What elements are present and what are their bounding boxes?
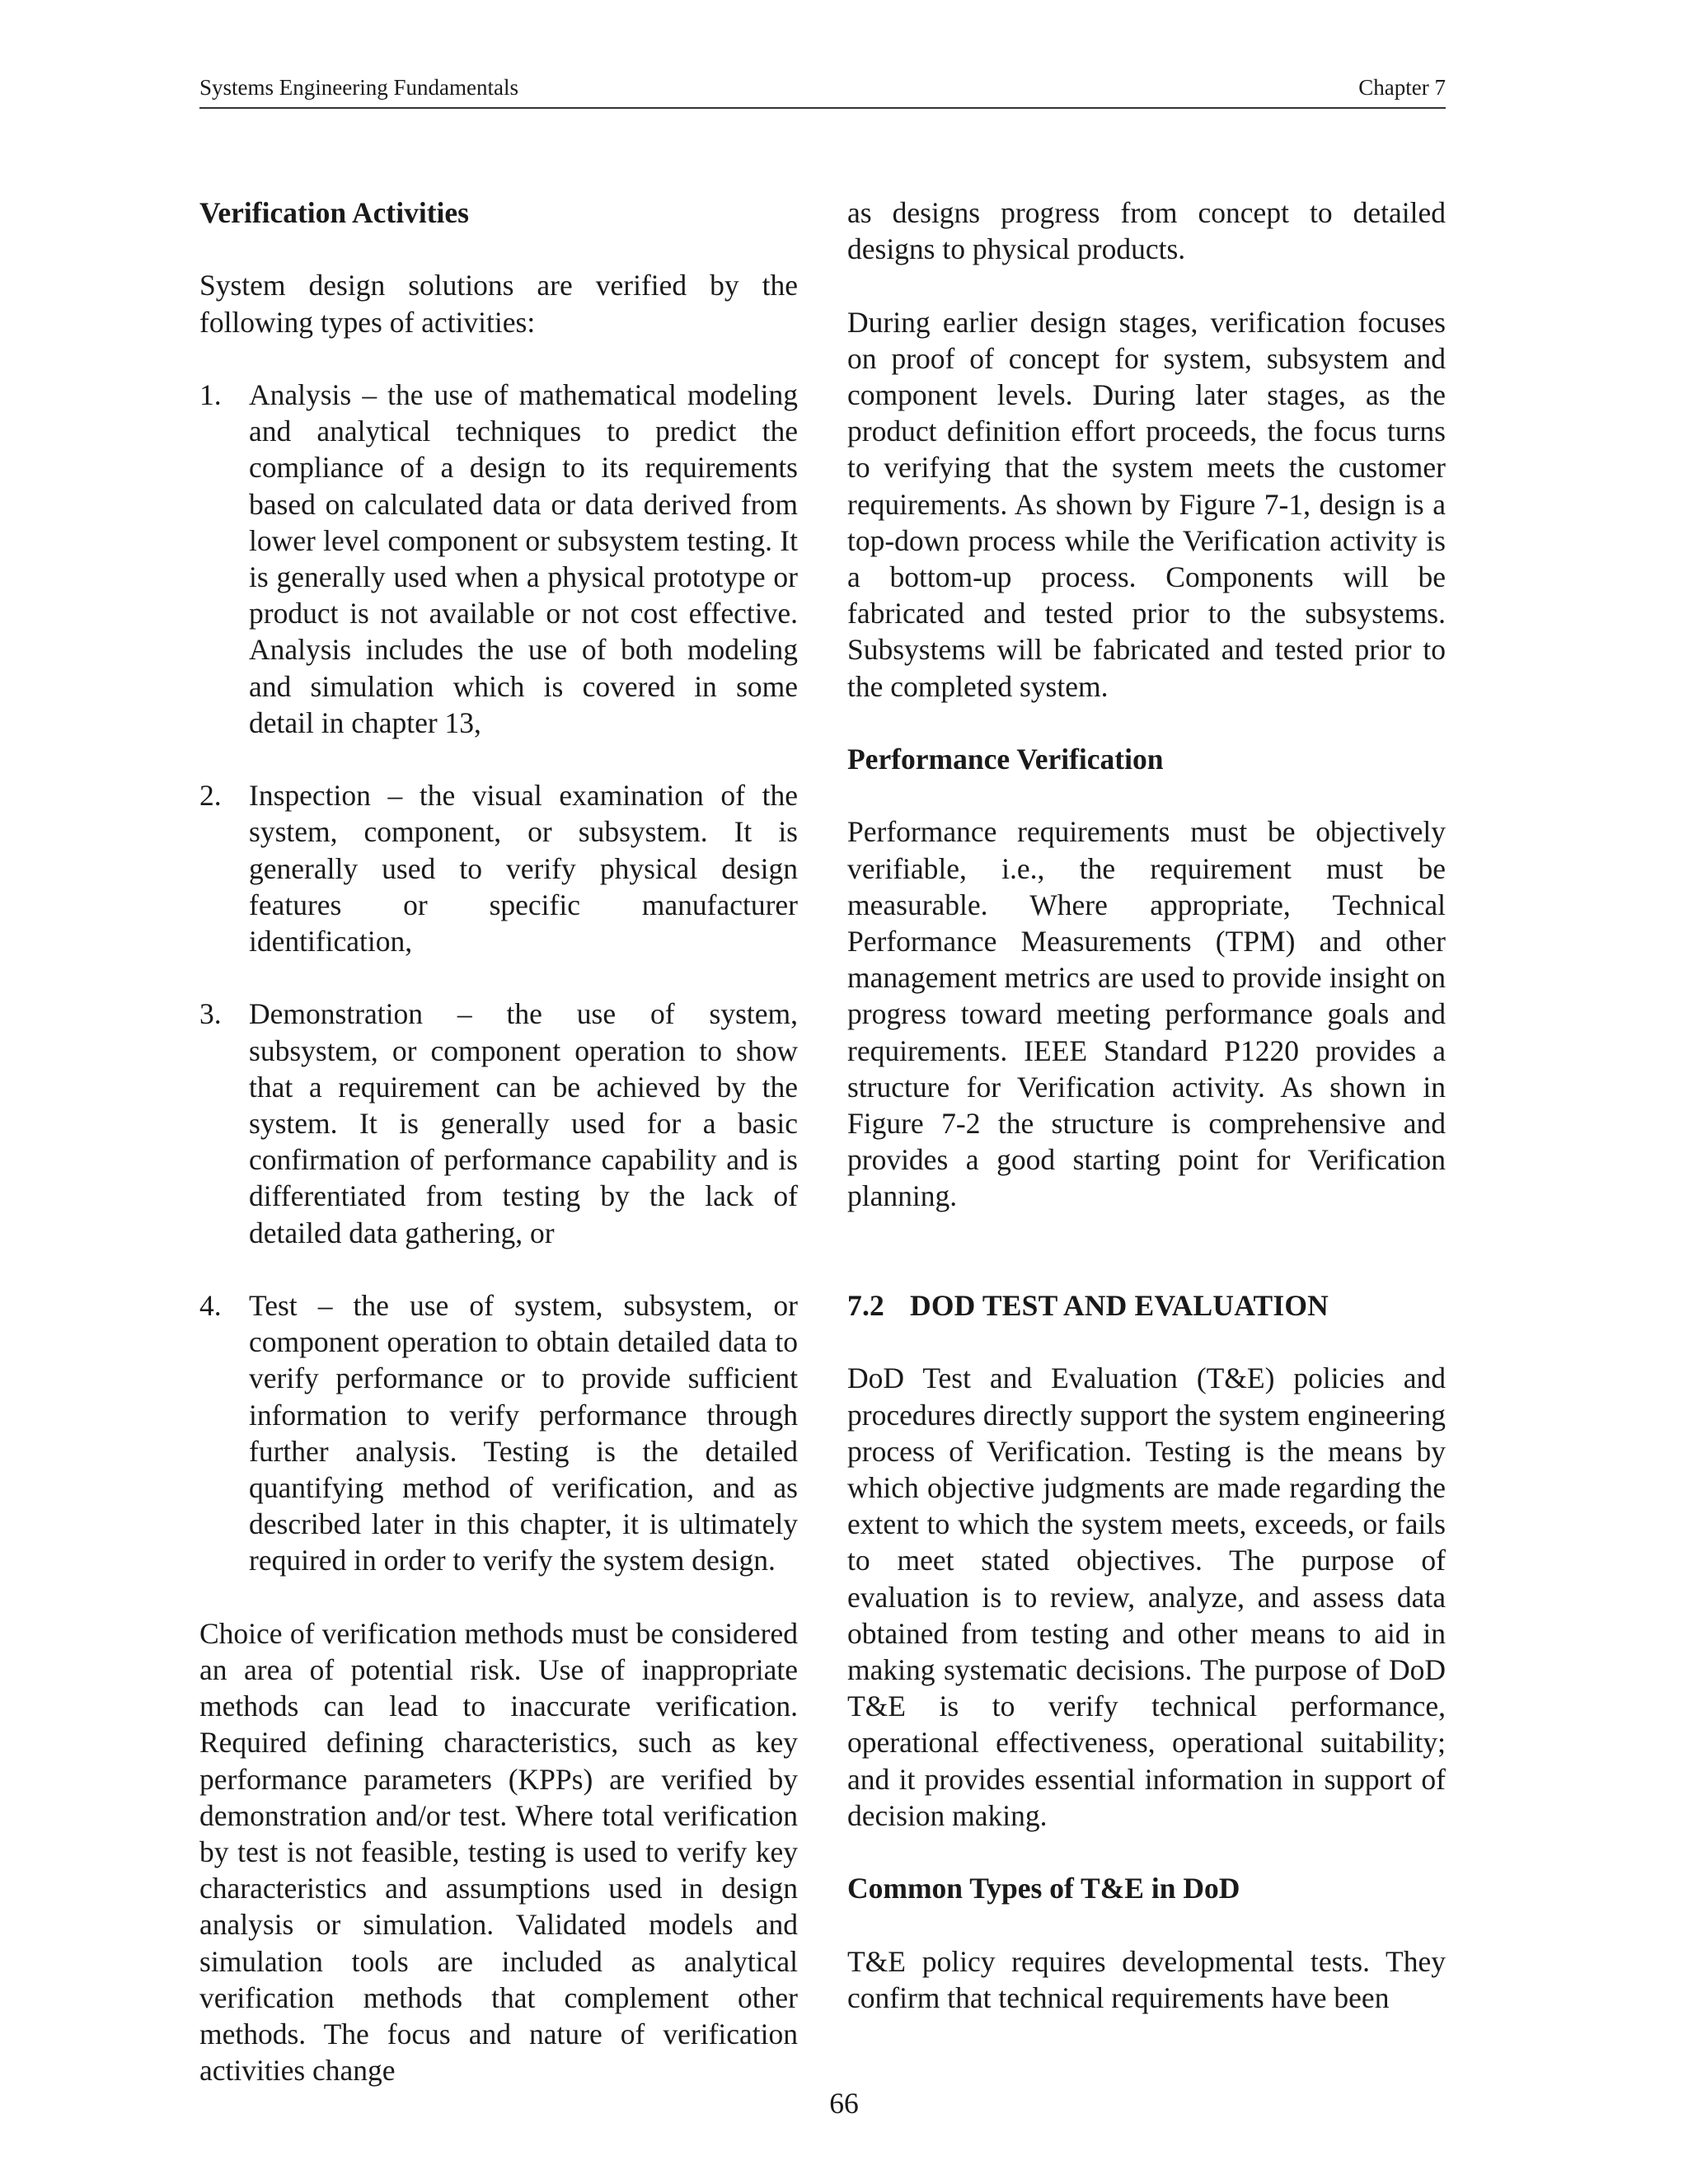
list-item-text: Analysis – the use of mathematical modeling and analytical techniques to predict the compliance of a design to its requirements based on calculated data or data derived from lower level component or subsystem testing. It is generally used when a physical prototype or product is not available or not cost effective. Analysis includes the use of both modeling and simulation which is covered in some detail in chapter 13, (249, 377, 798, 739)
list-marker: 2. (199, 779, 222, 813)
right-column (847, 194, 1446, 2052)
continuation-paragraph: as designs progress from concept to detailed designs to physical products. (847, 196, 1446, 266)
running-header (199, 71, 1446, 109)
page-number: 66 (829, 2087, 859, 2120)
test-evaluation-paragraph: DoD Test and Evaluation (T&E) policies and procedures directly support the system engineering process of Verification. Testing is the means by which objective judgments are made regarding the extent to which the system meets, exceeds, or fails to meet stated objectives. The purpose of evaluation is to review, analyze, and assess data obtained from testing and other means to aid in making systematic decisions. The purpose of DoD T&E is to verify technical performance, operational effectiveness, operational suitability; and it provides essential information in support of decision making. (847, 1361, 1446, 1832)
list-item-text: Demonstration – the use of system, subsystem, or component operation to show that a requirement can be achieved by the system. It is generally used for a basic confirmation of performance capability and is differentiated from testing by the lack of detailed data gathering, or (249, 997, 798, 1249)
left-column (199, 194, 798, 2125)
performance-paragraph: Performance requirements must be objectively verifiable, i.e., the requirement must be measurable. Where appropriate, Technical Performance Measurements (TPM) and other management metrics are used to provide insight on progress toward meeting performance goals and requirements. IEEE Standard P1220 provides a structure for Verification activity. As shown in Figure 7-2 the structure is comprehensive and provides a good starting point for Verification planning. (847, 815, 1446, 1213)
developmental-tests-paragraph: T&E policy requires developmental tests. They confirm that technical requirements have been (847, 1944, 1446, 2014)
section-title: DOD TEST AND EVALUATION (910, 1289, 1329, 1323)
list-item-demonstration (199, 996, 798, 1250)
book-title: Systems Engineering Fundamentals (199, 75, 518, 100)
chapter-label: Chapter 7 (1358, 75, 1446, 100)
list-item-text: Test – the use of system, subsystem, or component operation to obtain detailed data to verify performance or to provide sufficient information to verify performance through further analysis. Testing is the detailed quantifying method of verification, and as described later in this chapter, it is ultimately required in order to verify the system design. (249, 1289, 798, 1577)
list-item-analysis (199, 377, 798, 741)
section-number: 7.2 (847, 1289, 884, 1323)
performance-verification-heading: Performance Verification (847, 743, 1164, 776)
list-marker: 1. (199, 377, 222, 411)
list-item-test (199, 1287, 798, 1579)
common-types-heading: Common Types of T&E in DoD (847, 1872, 1240, 1905)
verification-activities-heading: Verification Activities (199, 196, 469, 229)
design-stages-paragraph: During earlier design stages, verification focuses on proof of concept for system, subsystem and component levels. During later stages, as the product definition effort proceeds, the focus turns to verifying that the system meets the customer requirements. As shown by Figure 7-1, design is a top-down process while the Verification activity is a bottom-up process. Components will be fabricated and tested prior to the subsystems. Subsystems will be fabricated and tested prior to the completed system. (847, 305, 1446, 703)
list-item-text: Inspection – the visual examination of the system, component, or subsystem. It is generally used to verify physical design features or specific manufacturer identification, (249, 779, 798, 958)
section-heading (847, 1287, 1446, 1324)
section-gap (847, 1251, 1446, 1287)
intro-paragraph: System design solutions are verified by the following types of activities: (199, 269, 798, 339)
list-marker: 3. (199, 997, 222, 1031)
choice-of-methods-paragraph: Choice of verification methods must be considered an area of potential risk. Use of inappropriate methods can lead to inaccurate verification. Required defining characteristics, such as key performance parameters (KPPs) are verified by demonstration and/or test. Where total verification by test is not feasible, testing is used to verify key characteristics and assumptions used in design analysis or simulation. Validated models and simulation tools are included as analytical verification methods that complement other methods. The focus and nature of verification activities change (199, 1616, 798, 2088)
list-item-inspection (199, 777, 798, 959)
verification-methods-list (199, 377, 798, 1579)
list-marker: 4. (199, 1289, 222, 1323)
